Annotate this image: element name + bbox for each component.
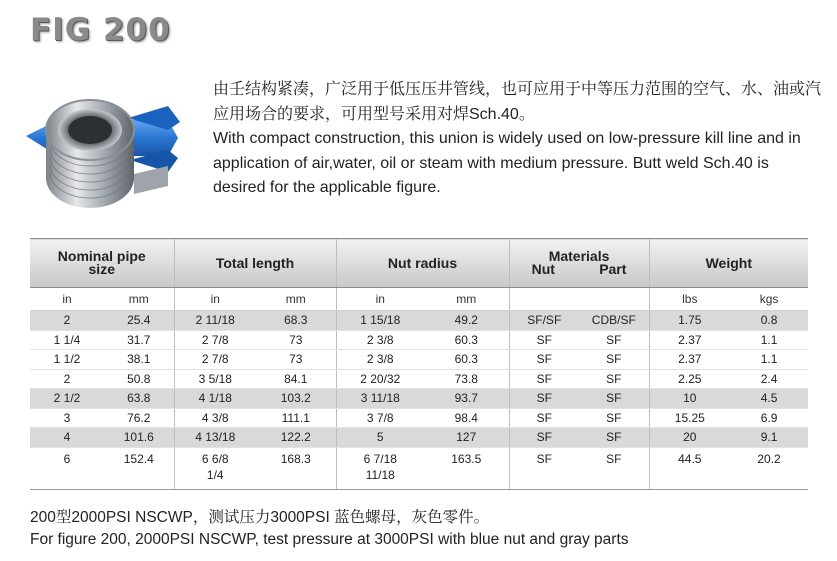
unit-length-in: in (174, 288, 256, 311)
cell-weight-lbs: 20 (649, 428, 730, 448)
table-row (30, 428, 808, 448)
description (213, 78, 823, 201)
cell-material-nut: SF (509, 447, 579, 489)
cell-length-mm: 84.1 (256, 369, 336, 389)
cell-length-in: 4 1/18 (174, 389, 256, 409)
cell-material-nut: SF (509, 330, 579, 350)
description-chinese: 由壬结构紧凑，广泛用于低压压井管线，也可应用于中等压力范围的空气、水、油或汽应用场合的要求，可用型号采用对焊Sch.40。 (213, 81, 822, 123)
description-english: With compact construction, this union is widely used on low-pressure kill line and in application of air,water, oil or steam with medium pressure. Butt weld Sch.40 is desired for the applicable figure. (213, 130, 801, 196)
cell-weight-lbs: 1.75 (649, 311, 730, 331)
header-weight: Weight (649, 239, 808, 288)
unit-materials-nut (509, 288, 579, 311)
cell-nominal-in: 2 1/2 (30, 389, 104, 409)
cell-nominal-in: 6 (30, 447, 104, 489)
cell-weight-lbs: 2.37 (649, 330, 730, 350)
cell-weight-kgs: 0.8 (730, 311, 808, 331)
cell-material-nut: SF (509, 350, 579, 370)
header-materials-label: Materials (548, 248, 610, 264)
unit-radius-in: in (336, 288, 424, 311)
hammer-union-illustration (18, 78, 188, 208)
header-materials-nut: Nut (531, 261, 555, 277)
cell-nominal-mm: 152.4 (104, 447, 174, 489)
header-nut-radius: Nut radius (336, 239, 509, 288)
cell-length-mm: 103.2 (256, 389, 336, 409)
cell-nominal-in: 4 (30, 428, 104, 448)
cell-material-nut: SF (509, 369, 579, 389)
cell-length-in (174, 447, 256, 489)
table-row (30, 350, 808, 370)
cell-radius-in: 1 15/18 (336, 311, 424, 331)
footnote-english: For figure 200, 2000PSI NSCWP, test pressure at 3000PSI with blue nut and gray parts (30, 531, 629, 548)
cell-material-nut: SF/SF (509, 311, 579, 331)
cell-weight-lbs: 44.5 (649, 447, 730, 489)
unit-weight-kgs: kgs (730, 288, 808, 311)
cell-length-mm: 168.3 (256, 447, 336, 489)
cell-length-in: 3 5/18 (174, 369, 256, 389)
cell-weight-kgs: 1.1 (730, 330, 808, 350)
cell-length-mm: 111.1 (256, 408, 336, 428)
cell-radius-in: 3 11/18 (336, 389, 424, 409)
figure-title: FIG 200 (30, 12, 171, 48)
header-materials (509, 239, 649, 288)
table-row (30, 447, 808, 489)
cell-nominal-mm: 63.8 (104, 389, 174, 409)
cell-radius-mm: 60.3 (424, 350, 509, 370)
cell-weight-lbs: 10 (649, 389, 730, 409)
table-header-row (30, 239, 808, 288)
cell-radius-mm: 60.3 (424, 330, 509, 350)
cell-material-part: SF (579, 330, 649, 350)
cell-material-nut: SF (509, 389, 579, 409)
cell-nominal-mm: 76.2 (104, 408, 174, 428)
cell-radius-in-line1: 6 7/18 (363, 451, 397, 466)
cell-nominal-in: 1 1/4 (30, 330, 104, 350)
cell-material-nut: SF (509, 428, 579, 448)
cell-length-mm: 68.3 (256, 311, 336, 331)
cell-material-part: SF (579, 447, 649, 489)
cell-radius-mm: 163.5 (424, 447, 509, 489)
cell-material-part: SF (579, 369, 649, 389)
cell-radius-in-line2: 11/18 (365, 467, 395, 482)
cell-weight-kgs: 9.1 (730, 428, 808, 448)
cell-length-in: 2 7/8 (174, 330, 256, 350)
header-nominal-pipe-size (30, 239, 174, 288)
cell-radius-mm: 127 (424, 428, 509, 448)
cell-weight-lbs: 2.37 (649, 350, 730, 370)
cell-weight-lbs: 2.25 (649, 369, 730, 389)
unit-length-mm: mm (256, 288, 336, 311)
spec-table-container (30, 238, 808, 490)
cell-weight-kgs: 4.5 (730, 389, 808, 409)
spec-table (30, 238, 808, 490)
cell-radius-in (336, 447, 424, 489)
cell-length-in: 4 13/18 (174, 428, 256, 448)
cell-material-nut: SF (509, 408, 579, 428)
cell-nominal-mm: 101.6 (104, 428, 174, 448)
cell-radius-in: 5 (336, 428, 424, 448)
cell-length-mm: 122.2 (256, 428, 336, 448)
cell-radius-in: 2 20/32 (336, 369, 424, 389)
cell-weight-kgs: 6.9 (730, 408, 808, 428)
table-row (30, 330, 808, 350)
cell-nominal-in: 1 1/2 (30, 350, 104, 370)
header-nominal-line2: size (88, 261, 115, 277)
header-materials-part: Part (599, 261, 627, 277)
cell-radius-in: 3 7/8 (336, 408, 424, 428)
cell-length-in-line1: 6 6/8 (201, 451, 229, 466)
cell-nominal-mm: 25.4 (104, 311, 174, 331)
cell-weight-kgs: 1.1 (730, 350, 808, 370)
table-row (30, 408, 808, 428)
cell-radius-mm: 49.2 (424, 311, 509, 331)
cell-length-in-line2: 1/4 (206, 467, 224, 482)
cell-length-in: 2 11/18 (174, 311, 256, 331)
cell-nominal-in: 3 (30, 408, 104, 428)
cell-material-part: SF (579, 408, 649, 428)
cell-nominal-mm: 50.8 (104, 369, 174, 389)
cell-length-mm: 73 (256, 350, 336, 370)
cell-nominal-mm: 38.1 (104, 350, 174, 370)
units-row (30, 288, 808, 311)
header-nominal-line1: Nominal pipe (57, 248, 146, 264)
cell-length-in: 2 7/8 (174, 350, 256, 370)
cell-weight-lbs: 15.25 (649, 408, 730, 428)
unit-materials-part (579, 288, 649, 311)
cell-radius-mm: 93.7 (424, 389, 509, 409)
unit-weight-lbs: lbs (649, 288, 730, 311)
cell-nominal-in: 2 (30, 311, 104, 331)
cell-length-in: 4 3/8 (174, 408, 256, 428)
header-total-length: Total length (174, 239, 336, 288)
cell-radius-in: 2 3/8 (336, 330, 424, 350)
hammer-union-image (18, 78, 188, 208)
cell-nominal-mm: 31.7 (104, 330, 174, 350)
unit-nominal-in: in (30, 288, 104, 311)
table-row (30, 369, 808, 389)
cell-radius-mm: 73.8 (424, 369, 509, 389)
unit-radius-mm: mm (424, 288, 509, 311)
cell-radius-mm: 98.4 (424, 408, 509, 428)
cell-weight-kgs: 2.4 (730, 369, 808, 389)
footnote (30, 507, 629, 551)
cell-radius-in: 2 3/8 (336, 350, 424, 370)
table-row (30, 311, 808, 331)
cell-material-part: SF (579, 428, 649, 448)
table-row (30, 389, 808, 409)
cell-length-mm: 73 (256, 330, 336, 350)
footnote-chinese: 200型2000PSI NSCWP，测试压力3000PSI 蓝色螺母，灰色零件。 (30, 509, 490, 526)
cell-material-part: CDB/SF (579, 311, 649, 331)
cell-material-part: SF (579, 350, 649, 370)
cell-weight-kgs: 20.2 (730, 447, 808, 489)
unit-nominal-mm: mm (104, 288, 174, 311)
cell-nominal-in: 2 (30, 369, 104, 389)
cell-material-part: SF (579, 389, 649, 409)
